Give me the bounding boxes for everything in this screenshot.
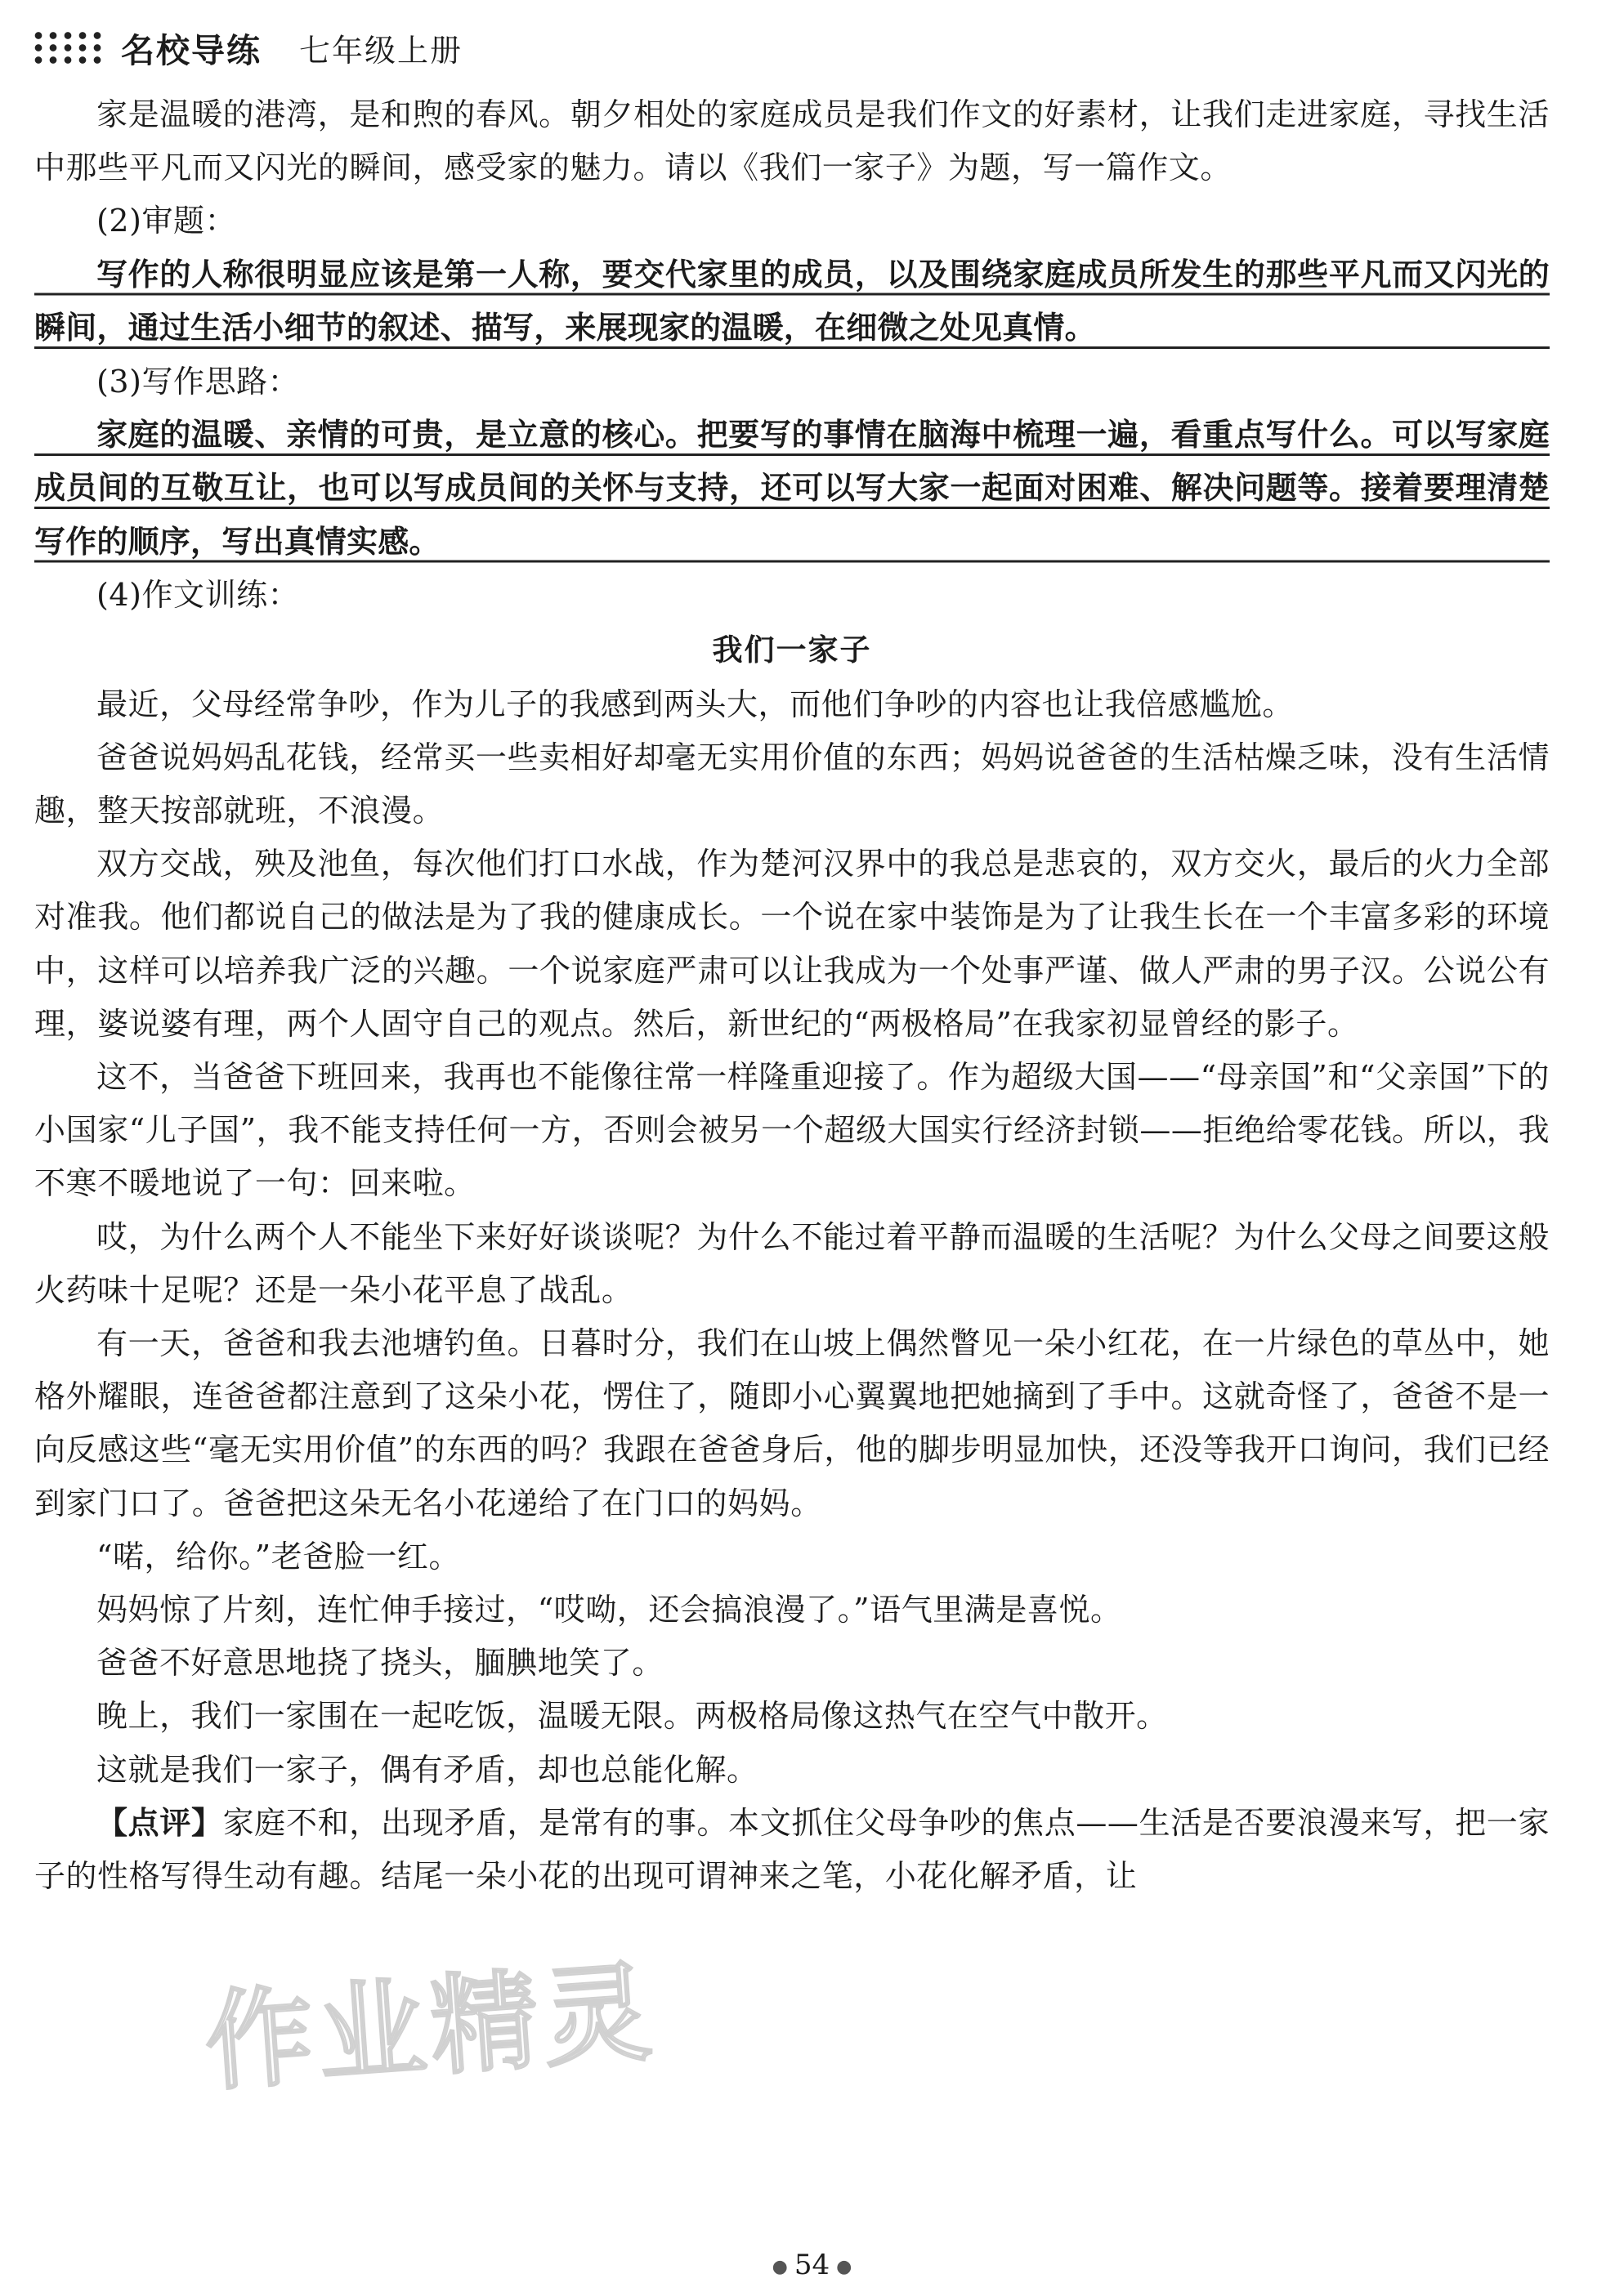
dots-logo-icon xyxy=(31,29,103,65)
essay-paragraph: “喏，给你。”老爸脸一红。 xyxy=(96,1538,461,1575)
comment-paragraph xyxy=(34,1797,1550,1903)
grade-label: 七年级上册 xyxy=(299,32,463,69)
essay-paragraph: 最近，父母经常争吵，作为儿子的我感到两头大，而他们争吵的内容也让我倍感尴尬。 xyxy=(96,686,1294,722)
book-name: 名校导练 xyxy=(121,30,262,70)
section-3-answer: 家庭的温暖、亲情的可贵，是立意的核心。把要写的事情在脑海中梳理一遍，看重点写什么。可以写家庭成员间的互敬互让，也可以写成员间的关怀与支持，还可以写大家一起面对困难、解决问题等。接着要理清楚写作的顺序，写出真情实感。 xyxy=(34,409,1550,570)
essay-paragraph: 爸爸说妈妈乱花钱，经常买一些卖相好却毫无实用价值的东西；妈妈说爸爸的生活枯燥乏味，没有生活情趣，整天按部就班，不浪漫。 xyxy=(34,739,1550,829)
intro-paragraph: 家是温暖的港湾，是和煦的春风。朝夕相处的家庭成员是我们作文的好素材，让我们走进家庭，寻找生活中那些平凡而又闪光的瞬间，感受家的魅力。请以《我们一家子》为题，写一篇作文。 xyxy=(34,96,1550,186)
page-footer xyxy=(0,2249,1624,2281)
comment-text: 家庭不和，出现矛盾，是常有的事。本文抓住父母争吵的焦点——生活是否要浪漫来写，把一家子的性格写得生动有趣。结尾一朵小花的出现可谓神来之笔，小花化解矛盾，让 xyxy=(34,1804,1550,1894)
footer-dot-icon: ● xyxy=(836,2256,852,2277)
page-content xyxy=(34,88,1550,1903)
page-number: 54 xyxy=(794,2249,830,2281)
watermark-stamp: 作业精灵 xyxy=(201,1949,660,2107)
essay-paragraph: 这不，当爸爸下班回来，我再也不能像往常一样隆重迎接了。作为超级大国——“母亲国”和“父亲国”下的小国家“儿子国”，我不能支持任何一方，否则会被另一个超级大国实行经济封锁——拒绝给零花钱。所以，我不寒不暖地说了一句：回来啦。 xyxy=(34,1058,1550,1202)
essay-paragraph: 有一天，爸爸和我去池塘钓鱼。日暮时分，我们在山坡上偶然瞥见一朵小红花，在一片绿色的草丛中，她格外耀眼，连爸爸都注意到了这朵小花，愣住了，随即小心翼翼地把她摘到了手中。这就奇怪了，爸爸不是一向反感这些“毫无实用价值”的东西的吗？我跟在爸爸身后，他的脚步明显加快，还没等我开口询问，我们已经到家门口了。爸爸把这朵无名小花递给了在门口的妈妈。 xyxy=(34,1324,1550,1521)
section-4-label: (4)作文训练： xyxy=(96,577,300,614)
section-2-answer: 写作的人称很明显应该是第一人称，要交代家里的成员，以及围绕家庭成员所发生的那些平凡而又闪光的瞬间，通过生活小细节的叙述、描写，来展现家的温暖，在细微之处见真情。 xyxy=(34,248,1550,355)
footer-dot-icon: ● xyxy=(772,2256,788,2277)
section-2-label: (2)审题： xyxy=(96,203,237,239)
essay-paragraph: 爸爸不好意思地挠了挠头，腼腆地笑了。 xyxy=(96,1645,664,1682)
page-header xyxy=(31,23,463,72)
essay-paragraph: 晚上，我们一家围在一起吃饭，温暖无限。两极格局像这热气在空气中散开。 xyxy=(96,1698,1168,1735)
essay-title: 我们一家子 xyxy=(712,632,872,668)
section-3-label: (3)写作思路： xyxy=(96,363,300,400)
essay-paragraph: 这就是我们一家子，偶有矛盾，却也总能化解。 xyxy=(96,1751,758,1788)
essay-paragraph: 双方交战，殃及池鱼，每次他们打口水战，作为楚河汉界中的我总是悲哀的，双方交火，最后的火力全部对准我。他们都说自己的做法是为了我的健康成长。一个说在家中装饰是为了让我生长在一个丰富多彩的环境中，这样可以培养我广泛的兴趣。一个说家庭严肃可以让我成为一个处事严谨、做人严肃的男子汉。公说公有理，婆说婆有理，两个人固守自己的观点。然后，新世纪的“两极格局”在我家初显曾经的影子。 xyxy=(34,846,1550,1042)
essay-paragraph: 哎，为什么两个人不能坐下来好好谈谈呢？为什么不能过着平静而温暖的生活呢？为什么父母之间要这般火药味十足呢？还是一朵小花平息了战乱。 xyxy=(34,1218,1550,1308)
essay-paragraph: 妈妈惊了片刻，连忙伸手接过，“哎呦，还会搞浪漫了。”语气里满是喜悦。 xyxy=(96,1591,1122,1628)
comment-label: 【点评】 xyxy=(96,1804,223,1841)
